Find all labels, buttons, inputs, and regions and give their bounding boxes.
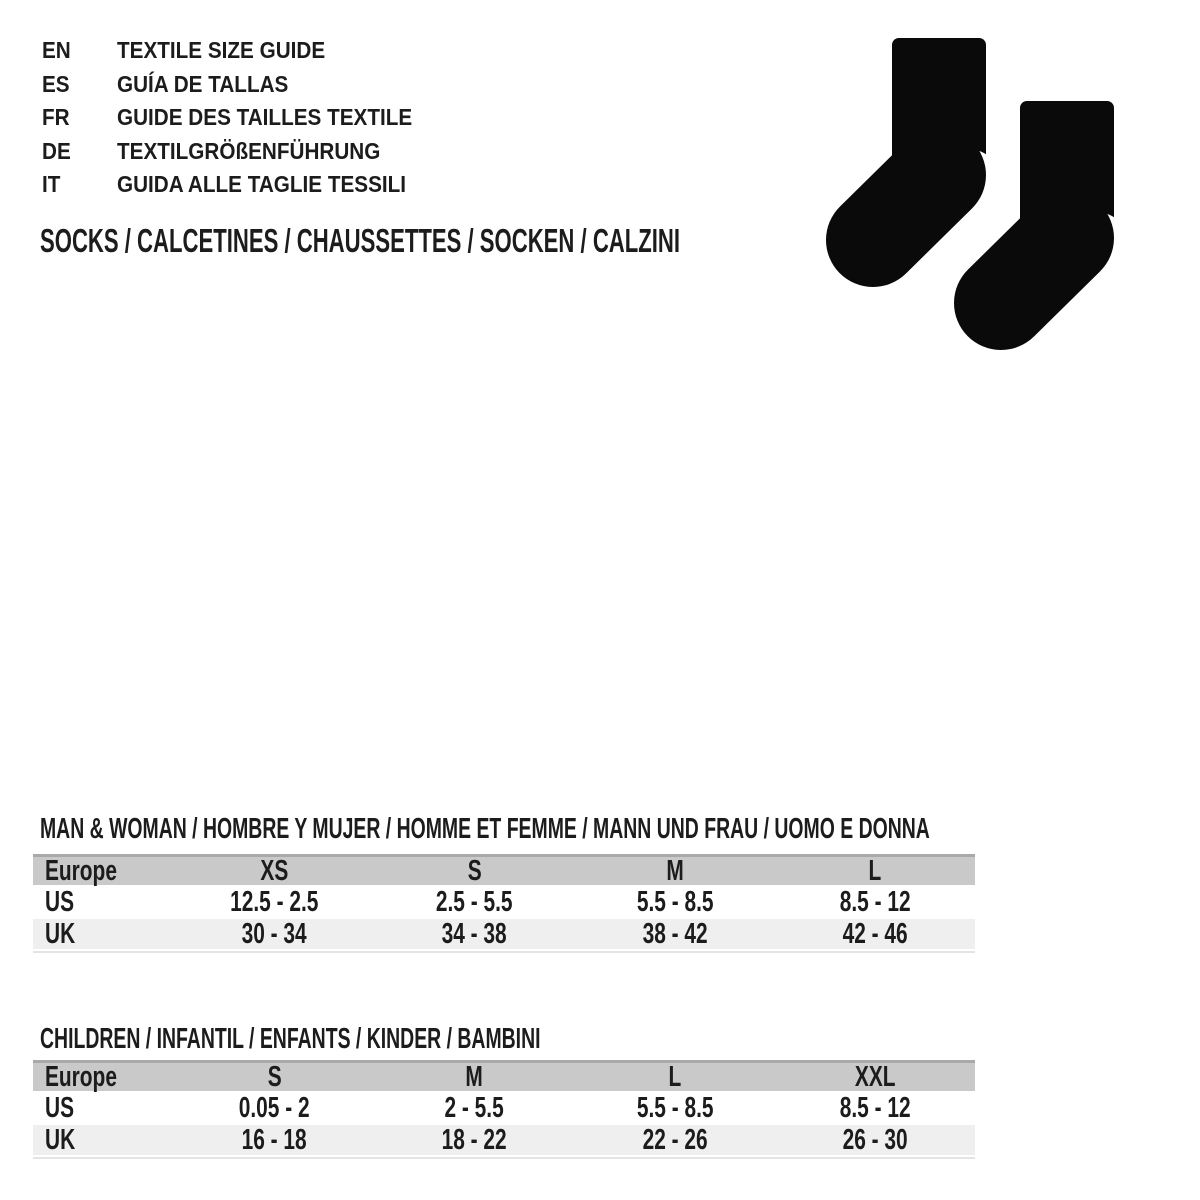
guide-title: GUIDE DES TAILLES TEXTILE (117, 104, 413, 131)
table-header-row (33, 1060, 975, 1091)
column-header-region: Europe (45, 854, 117, 887)
table-title-children: CHILDREN / INFANTIL / ENFANTS / KINDER / BAMBINI (40, 1023, 541, 1055)
sock-left (873, 38, 1002, 240)
guide-title: GUÍA DE TALLAS (117, 70, 289, 97)
row-label: UK (45, 917, 76, 950)
row-label: UK (45, 1123, 76, 1156)
language-row (42, 168, 445, 202)
table-title-man-woman: MAN & WOMAN / HOMBRE Y MUJER / HOMME ET FEMME / MANN UND FRAU / UOMO E DONNA (40, 813, 930, 845)
guide-title: TEXTILE SIZE GUIDE (117, 37, 326, 64)
language-code: FR (42, 104, 70, 131)
row-label: US (45, 885, 75, 918)
language-title-list (42, 34, 445, 202)
size-range: 8.5 - 12 (839, 885, 911, 918)
size-range: 22 - 26 (642, 1123, 708, 1156)
size-range: 2 - 5.5 (444, 1091, 505, 1124)
row-label: US (45, 1091, 75, 1124)
size-range: 38 - 42 (642, 917, 708, 950)
column-header-size: L (868, 854, 882, 887)
size-range: 12.5 - 2.5 (230, 885, 319, 918)
size-range: 5.5 - 8.5 (636, 1091, 714, 1124)
language-row (42, 101, 445, 135)
sock-right (1001, 101, 1130, 303)
size-range: 18 - 22 (442, 1123, 508, 1156)
size-range: 30 - 34 (241, 917, 307, 950)
table-bottom-rule (33, 1157, 975, 1159)
column-header-region: Europe (45, 1060, 117, 1093)
size-range: 0.05 - 2 (238, 1091, 310, 1124)
size-range: 2.5 - 5.5 (436, 885, 513, 918)
column-header-size: S (267, 1060, 282, 1093)
size-range: 5.5 - 8.5 (636, 885, 714, 918)
column-header-size: S (467, 854, 482, 887)
size-range: 42 - 46 (842, 917, 908, 950)
column-header-size: L (668, 1060, 682, 1093)
language-code: ES (42, 70, 70, 97)
column-header-size: XXL (854, 1060, 896, 1093)
language-row (42, 68, 445, 102)
column-header-size: XS (260, 854, 289, 887)
socks-icon (813, 24, 1133, 356)
size-range: 8.5 - 12 (839, 1091, 911, 1124)
language-code: DE (42, 137, 71, 164)
table-row (33, 1125, 975, 1155)
language-row (42, 34, 445, 68)
size-table-man-woman (33, 854, 975, 953)
column-header-size: M (465, 1060, 484, 1093)
guide-title: GUIDA ALLE TAGLIE TESSILI (117, 171, 407, 198)
table-bottom-rule (33, 951, 975, 953)
table-row (33, 919, 975, 949)
size-range: 16 - 18 (241, 1123, 307, 1156)
language-row (42, 135, 445, 169)
table-header-row (33, 854, 975, 885)
column-header-size: M (666, 854, 684, 887)
table-row (33, 887, 975, 917)
product-category-title: SOCKS / CALCETINES / CHAUSSETTES / SOCKEN / CALZINI (40, 222, 681, 259)
guide-title: TEXTILGRÖßENFÜHRUNG (117, 137, 381, 164)
size-table-children (33, 1060, 975, 1159)
language-code: EN (42, 37, 71, 64)
size-range: 26 - 30 (842, 1123, 908, 1156)
size-range: 34 - 38 (442, 917, 508, 950)
table-row (33, 1093, 975, 1123)
language-code: IT (42, 171, 61, 198)
